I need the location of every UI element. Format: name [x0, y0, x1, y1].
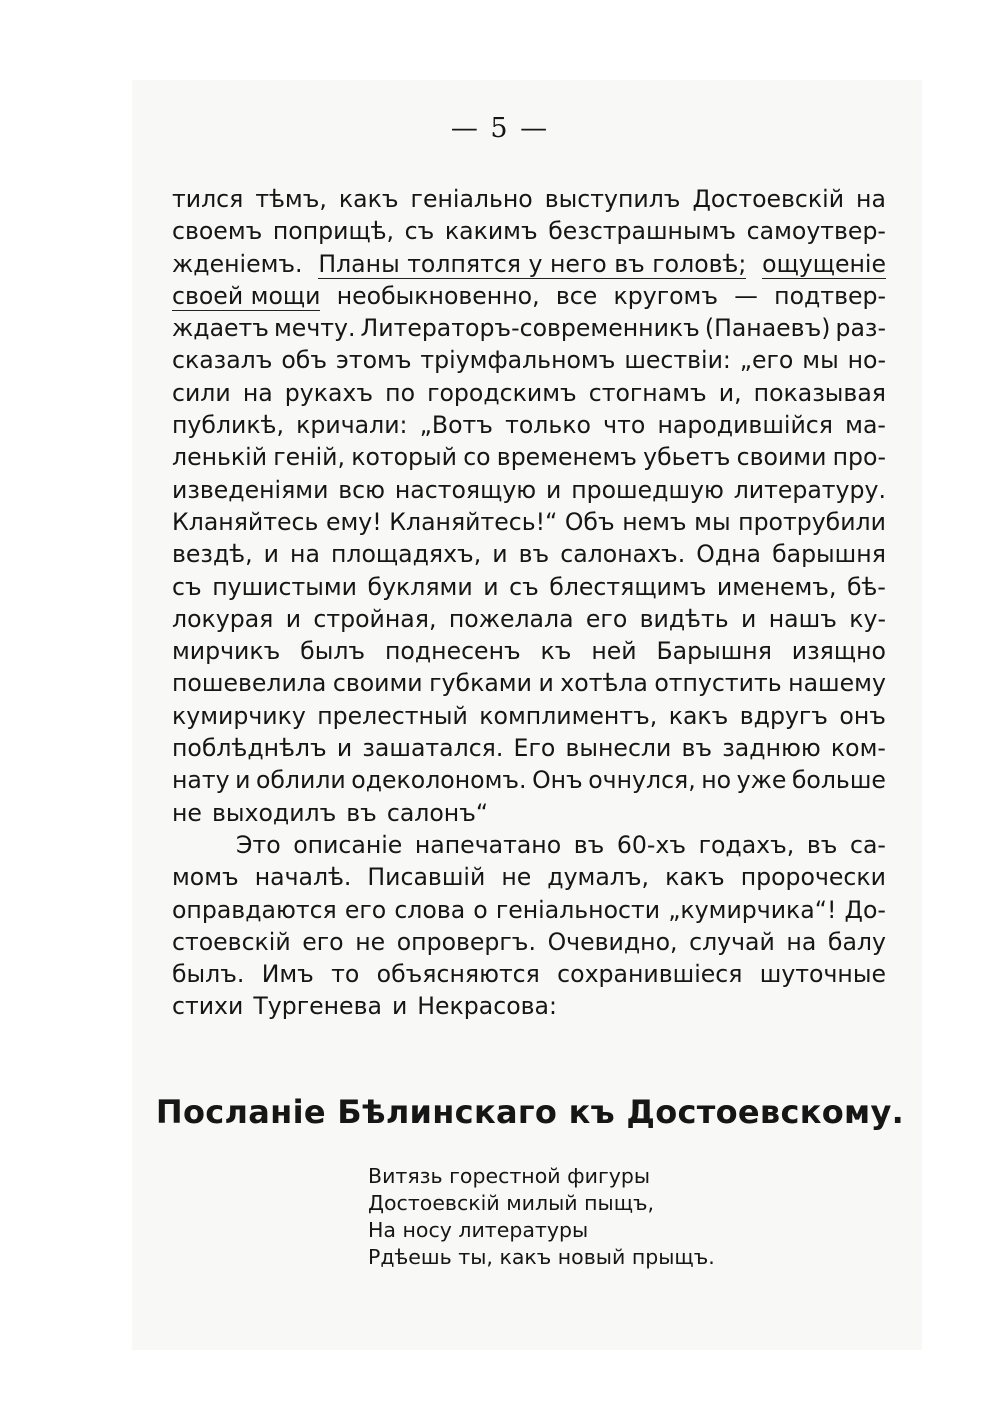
- word: своемъ: [172, 217, 263, 246]
- word: и: [263, 540, 280, 569]
- word: его: [585, 604, 628, 633]
- word: геніальности: [495, 895, 661, 924]
- word: стройная,: [313, 604, 437, 633]
- word: хотѣла: [560, 669, 648, 698]
- word: видѣть: [639, 604, 729, 633]
- text-line: [172, 990, 886, 1022]
- word: ждаетъ: [172, 314, 269, 343]
- word: вдругъ: [739, 701, 828, 730]
- text-line: [172, 312, 886, 344]
- word: Это: [236, 830, 281, 859]
- word: сохранившіеся: [557, 960, 743, 989]
- word: Некрасова:: [417, 992, 557, 1021]
- word: барышня: [772, 540, 886, 569]
- word: больше: [791, 766, 886, 795]
- word: стихи: [172, 992, 244, 1021]
- word: Писавшій: [367, 863, 486, 892]
- word: „кумирчика“!: [668, 895, 837, 924]
- underlined-phrase: Планы толпятся у него въ головѣ;: [318, 248, 746, 280]
- poem: [368, 1163, 715, 1271]
- word: Барышня: [656, 637, 772, 666]
- word: о: [473, 895, 488, 924]
- word: уже: [736, 766, 787, 795]
- word: Имъ: [261, 960, 314, 989]
- word: своими: [736, 443, 827, 472]
- word: изящно: [791, 637, 886, 666]
- word: ма-: [845, 411, 886, 440]
- word: и: [538, 669, 554, 698]
- word: какимъ: [444, 217, 538, 246]
- word: шествіи:: [624, 346, 731, 375]
- word: балу: [827, 927, 886, 956]
- word: слова: [394, 895, 466, 924]
- word: выступилъ: [544, 185, 681, 213]
- word: со: [463, 443, 491, 472]
- paragraph-1: [172, 183, 886, 829]
- word: шуточные: [759, 960, 886, 989]
- word: Кланяйтесь!“: [389, 507, 558, 536]
- word: геніально: [410, 185, 533, 213]
- word: поднесенъ: [384, 637, 521, 666]
- word: поприщѣ,: [272, 217, 395, 246]
- word: всю: [338, 475, 386, 504]
- text-line: [172, 926, 886, 958]
- word: съ: [404, 217, 435, 246]
- word: показывая: [753, 378, 886, 407]
- word: „Вотъ: [419, 411, 493, 440]
- word: какъ: [668, 701, 729, 730]
- text-line: [172, 764, 886, 796]
- word: то: [331, 960, 360, 989]
- word: на: [290, 540, 320, 569]
- text-line: [172, 797, 886, 829]
- word: прошедшую: [571, 475, 724, 504]
- text-line: [172, 377, 886, 409]
- poem-line: Витязь горестной фигуры: [368, 1164, 651, 1188]
- word: кричали:: [296, 411, 408, 440]
- word: описаніе: [293, 830, 403, 859]
- word: по: [385, 378, 416, 407]
- word: который: [351, 443, 457, 472]
- word: опровергъ.: [396, 927, 536, 956]
- word: мечту.: [274, 314, 356, 343]
- word: годахъ,: [698, 830, 795, 859]
- text-line: [172, 571, 886, 603]
- word: про-: [832, 443, 886, 472]
- word: поблѣднѣлъ: [172, 734, 327, 763]
- word: но-: [847, 346, 886, 375]
- word: заднюю: [722, 734, 821, 763]
- word: въ: [806, 830, 838, 859]
- word: и: [483, 572, 499, 601]
- word: его: [302, 927, 344, 956]
- word: „его: [739, 346, 794, 375]
- word: на: [242, 378, 273, 407]
- word: пушистыми: [212, 572, 357, 601]
- text-line: [172, 667, 886, 699]
- word: (Панаевъ): [704, 314, 831, 343]
- word: Литераторъ-современникъ: [360, 314, 700, 343]
- word: вездѣ,: [172, 540, 253, 569]
- word: въ: [346, 798, 377, 827]
- word: безстрашнымъ: [548, 217, 737, 246]
- text-line: [172, 861, 886, 893]
- word: зашатался.: [362, 734, 504, 763]
- paragraph-2: [172, 829, 886, 1023]
- word: сили: [172, 378, 231, 407]
- word: и: [391, 992, 408, 1021]
- word: кумирчику: [172, 701, 306, 730]
- word: на: [786, 927, 817, 956]
- word: не: [355, 927, 386, 956]
- text-line: [172, 894, 886, 926]
- poem-line: Рдѣешь ты, какъ новый прыщъ.: [368, 1245, 715, 1269]
- word: но: [701, 766, 732, 795]
- word: нашъ: [768, 604, 837, 633]
- word: пророчески: [740, 863, 886, 892]
- word: только: [505, 411, 591, 440]
- word: своими: [332, 669, 423, 698]
- word: комплиментъ,: [479, 701, 658, 730]
- text-line: [172, 958, 886, 990]
- word: салонахъ.: [560, 540, 686, 569]
- word: городскимъ: [427, 378, 577, 407]
- word: настоящую: [394, 475, 537, 504]
- word: его: [344, 895, 387, 924]
- page-number: — 5 —: [450, 113, 550, 144]
- word: напечатано: [414, 830, 562, 859]
- word: въ: [573, 830, 605, 859]
- word: народившійся: [657, 411, 833, 440]
- word: Очевидно,: [547, 927, 678, 956]
- word: вынесли: [565, 734, 672, 763]
- word: былъ: [300, 637, 366, 666]
- word: не: [501, 863, 532, 892]
- word: 60-хъ: [616, 830, 687, 859]
- text-line: [172, 344, 886, 376]
- text-line: [172, 215, 886, 247]
- word: случай: [689, 927, 775, 956]
- word: думалъ,: [547, 863, 650, 892]
- word: очнулся,: [588, 766, 696, 795]
- text-line: [172, 603, 886, 635]
- poem-title: Посланіе Бѣлинскаго къ Достоевскому.: [155, 1093, 905, 1131]
- word: мы: [694, 507, 731, 536]
- word: ней: [591, 637, 637, 666]
- word: и,: [718, 378, 742, 407]
- word: онъ: [839, 701, 886, 730]
- word: Его: [513, 734, 556, 763]
- body-text: [172, 183, 886, 1023]
- word: Кланяйтесь: [172, 507, 319, 536]
- text-line: [172, 441, 886, 473]
- word: губками: [429, 669, 532, 698]
- word: нату: [172, 766, 230, 795]
- word: былъ.: [172, 960, 245, 989]
- word: мирчикъ: [172, 637, 281, 666]
- word: са-: [849, 830, 886, 859]
- underlined-phrase: своей мощи: [172, 280, 320, 312]
- text-line: [172, 635, 886, 667]
- word: пожелала: [448, 604, 574, 633]
- text-line: [172, 183, 886, 215]
- word: и: [336, 734, 353, 763]
- word: ку-: [849, 604, 886, 633]
- text-line: [172, 538, 886, 570]
- word: убьетъ: [643, 443, 731, 472]
- word: ленькій: [172, 443, 268, 472]
- text-line: [172, 506, 886, 538]
- word: рукахъ: [284, 378, 374, 407]
- word: и: [235, 766, 251, 795]
- poem-line: Достоевскій милый пыщъ,: [368, 1191, 655, 1215]
- word: ему!: [325, 507, 382, 536]
- word: какъ: [338, 185, 399, 213]
- word: протрубили: [738, 507, 886, 536]
- word: облили: [255, 766, 346, 795]
- word: пошевелила: [172, 669, 327, 698]
- word: на: [856, 185, 886, 213]
- word: площадяхъ,: [330, 540, 482, 569]
- text-line: [172, 409, 886, 441]
- word: отпустить: [654, 669, 782, 698]
- word: немъ: [622, 507, 687, 536]
- word: и: [741, 604, 757, 633]
- word: стогнамъ: [588, 378, 707, 407]
- word: объясняются: [376, 960, 540, 989]
- word: тріумфальномъ: [420, 346, 616, 375]
- word: нашему: [788, 669, 886, 698]
- word: этомъ: [335, 346, 412, 375]
- word: и: [285, 604, 302, 633]
- word: и: [546, 475, 562, 504]
- word: Объ: [564, 507, 615, 536]
- word: что: [603, 411, 646, 440]
- word: момъ: [172, 863, 239, 892]
- word: съ: [509, 572, 539, 601]
- word: въ: [518, 540, 550, 569]
- text-line: [172, 732, 886, 764]
- word: изведеніями: [172, 475, 329, 504]
- text-line: [172, 829, 886, 861]
- word: объ: [281, 346, 327, 375]
- word: бѣ-: [847, 572, 886, 601]
- word: сказалъ: [172, 346, 273, 375]
- poem-line: На носу литературы: [368, 1218, 589, 1242]
- word: все: [555, 281, 598, 310]
- word: раз-: [835, 314, 886, 343]
- word: публикѣ,: [172, 411, 284, 440]
- word: —: [734, 281, 758, 310]
- underlined-phrase: ощущеніе: [762, 248, 886, 280]
- word: съ: [172, 572, 202, 601]
- word: блестящимъ: [549, 572, 707, 601]
- word: выходилъ: [211, 798, 337, 827]
- word: именемъ,: [716, 572, 837, 601]
- text-line: [172, 248, 886, 280]
- word: салонъ“: [386, 798, 489, 827]
- word: тился: [172, 185, 244, 213]
- word: жденіемъ.: [172, 249, 303, 278]
- word: Тургенева: [253, 992, 382, 1021]
- word: необыкновенно,: [336, 281, 540, 310]
- word: самоутвер-: [746, 217, 886, 246]
- word: къ: [540, 637, 572, 666]
- word: прелестный: [317, 701, 468, 730]
- word: кругомъ: [613, 281, 719, 310]
- text-line: [172, 474, 886, 506]
- word: и: [492, 540, 508, 569]
- word: началѣ.: [254, 863, 352, 892]
- word: временемъ: [496, 443, 637, 472]
- word: стоевскій: [172, 927, 291, 956]
- word: Онъ: [532, 766, 583, 795]
- word: Достоевскій: [692, 185, 845, 213]
- word: До-: [844, 895, 886, 924]
- text-line: [172, 700, 886, 732]
- word: Одна: [696, 540, 762, 569]
- text-line: [172, 280, 886, 312]
- word: мы: [802, 346, 839, 375]
- word: въ: [681, 734, 713, 763]
- word: одеколономъ.: [351, 766, 527, 795]
- word: буклями: [367, 572, 473, 601]
- word: не: [172, 798, 202, 827]
- word: тѣмъ,: [255, 185, 327, 213]
- word: геній,: [273, 443, 345, 472]
- word: литературу.: [733, 475, 886, 504]
- word: оправдаются: [172, 895, 337, 924]
- word: подтвер-: [774, 281, 886, 310]
- word: локурая: [172, 604, 274, 633]
- word: какъ: [665, 863, 725, 892]
- word: ком-: [830, 734, 886, 763]
